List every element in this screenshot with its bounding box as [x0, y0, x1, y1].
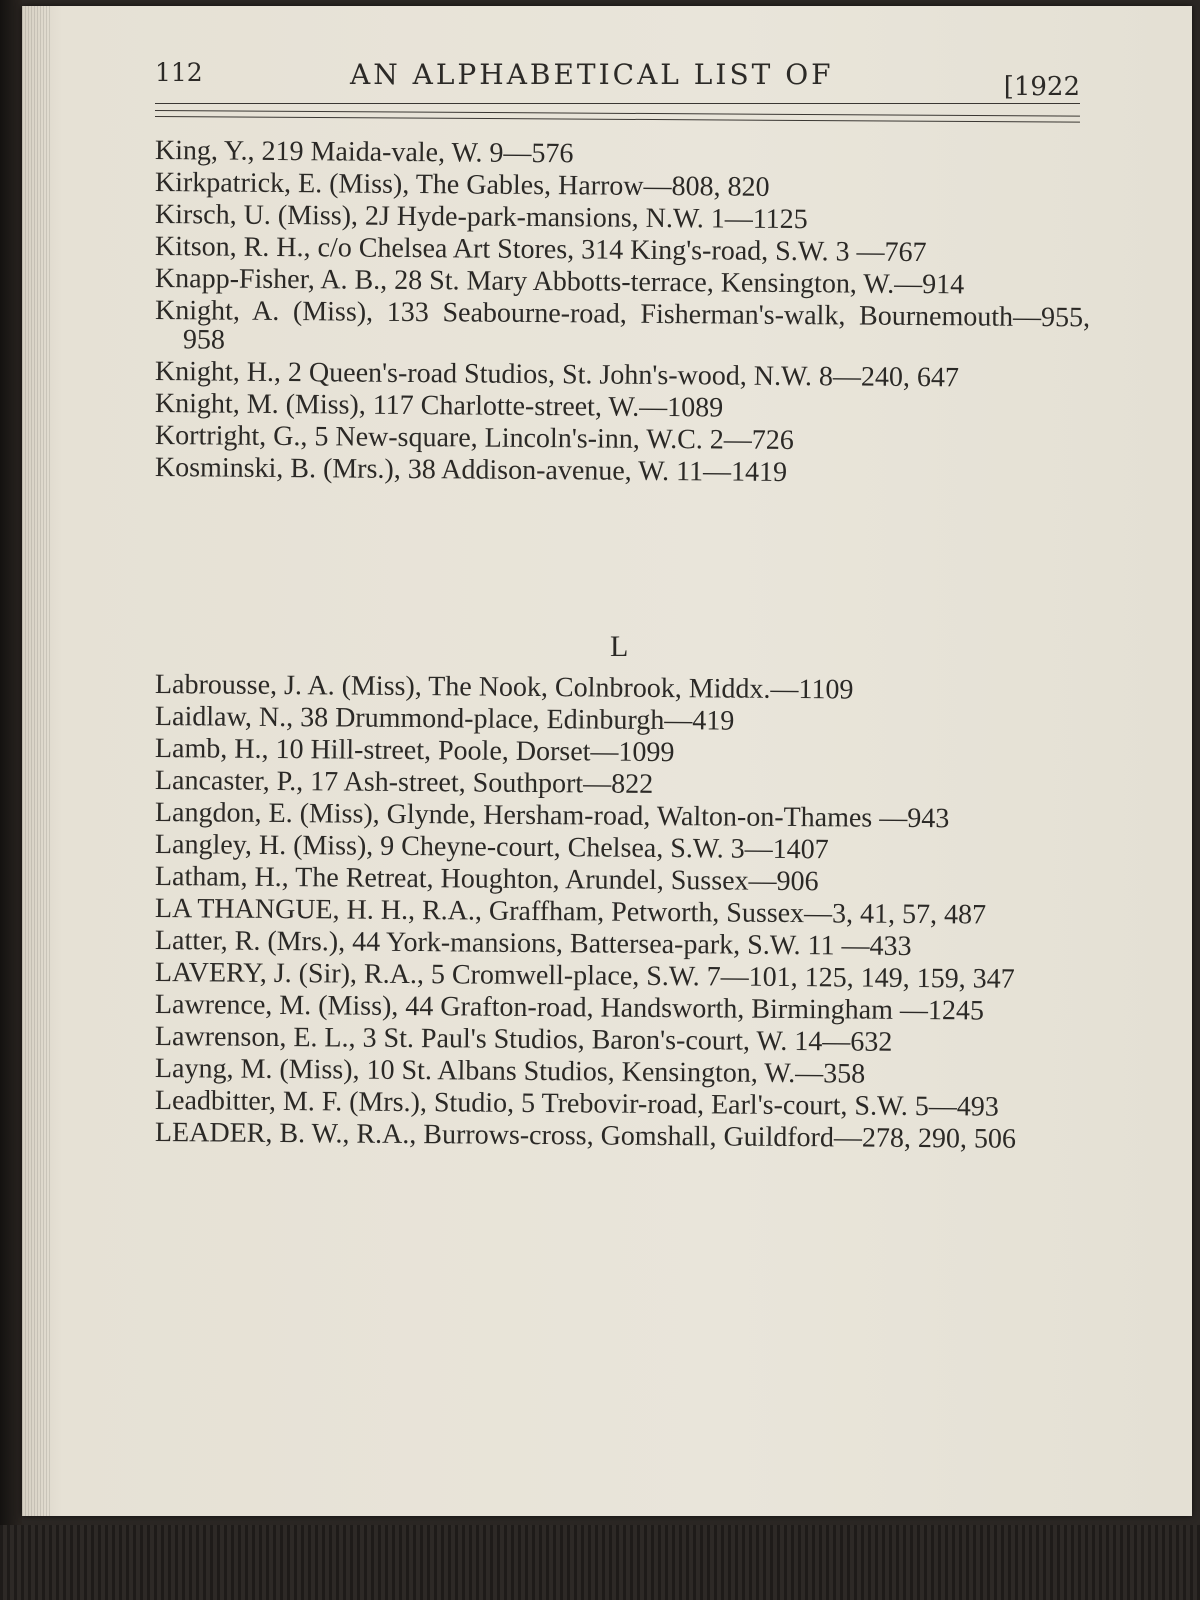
running-header [155, 58, 1080, 102]
list-entry: Kirsch, U. (Miss), 2J Hyde-park-mansions, N.W. 1—1125 [154, 199, 808, 236]
list-entry: Labrousse, J. A. (Miss), The Nook, Colnbrook, Middx.—1109 [154, 669, 854, 706]
header-year: [1922 [1003, 72, 1080, 102]
page-number: 112 [155, 58, 203, 87]
running-title: AN ALPHABETICAL LIST OF [350, 58, 834, 91]
page-stack-edges [22, 6, 52, 1516]
list-entry: Lamb, H., 10 Hill-street, Poole, Dorset—1099 [154, 733, 675, 769]
background-surface [0, 1525, 1200, 1600]
list-entry: Latham, H., The Retreat, Houghton, Arundel, Sussex—906 [154, 861, 819, 898]
list-entry: Laidlaw, N., 38 Drummond-place, Edinburgh—419 [154, 701, 735, 737]
k-entries-list [154, 135, 1091, 488]
list-entry: LAVERY, J. (Sir), R.A., 5 Cromwell-place, S.W. 7—101, 125, 149, 159, 347 [154, 957, 1015, 995]
list-entry: Knapp-Fisher, A. B., 28 St. Mary Abbotts-terrace, Kensington, W.—914 [154, 263, 965, 301]
list-entry: Leadbitter, M. F. (Mrs.), Studio, 5 Trebovir-road, Earl's-court, S.W. 5—493 [154, 1085, 1000, 1123]
list-entry: Latter, R. (Mrs.), 44 York-mansions, Battersea-park, S.W. 11 —433 [154, 925, 912, 962]
list-entry: King, Y., 219 Maida-vale, W. 9—576 [154, 135, 574, 170]
header-rule [155, 103, 1080, 104]
list-entry: Knight, A. (Miss), 133 Seabourne-road, Fisherman's-walk, Bournemouth—955, 958 [154, 295, 1091, 356]
list-entry: Layng, M. (Miss), 10 St. Albans Studios, Kensington, W.—358 [154, 1053, 866, 1090]
section-heading: L [610, 630, 629, 663]
list-entry: Knight, M. (Miss), 117 Charlotte-street, W.—1089 [154, 388, 724, 424]
list-entry: Lawrenson, E. L., 3 St. Paul's Studios, Baron's-court, W. 14—632 [154, 1021, 893, 1058]
list-entry: Kirkpatrick, E. (Miss), The Gables, Harrow—808, 820 [154, 167, 770, 203]
list-entry: Langley, H. (Miss), 9 Cheyne-court, Chelsea, S.W. 3—1407 [154, 829, 829, 866]
list-entry: LEADER, B. W., R.A., Burrows-cross, Gomshall, Guildford—278, 290, 506 [154, 1117, 1017, 1155]
list-entry: Kitson, R. H., c/o Chelsea Art Stores, 314 King's-road, S.W. 3 —767 [154, 231, 927, 269]
book-spine-shadow [0, 0, 22, 1600]
list-entry: Knight, H., 2 Queen's-road Studios, St. John's-wood, N.W. 8—240, 647 [154, 356, 960, 394]
list-entry: Kortright, G., 5 New-square, Lincoln's-inn, W.C. 2—726 [154, 420, 794, 457]
list-entry: Lancaster, P., 17 Ash-street, Southport—822 [154, 765, 654, 800]
list-entry: Lawrence, M. (Miss), 44 Grafton-road, Handsworth, Birmingham —1245 [154, 989, 985, 1027]
list-entry: Langdon, E. (Miss), Glynde, Hersham-road, Walton-on-Thames —943 [154, 797, 950, 835]
list-entry: LA THANGUE, H. H., R.A., Graffham, Petworth, Sussex—3, 41, 57, 487 [154, 893, 987, 931]
l-entries-list [154, 669, 1090, 1155]
list-entry: Kosminski, B. (Mrs.), 38 Addison-avenue, W. 11—1419 [154, 452, 788, 488]
